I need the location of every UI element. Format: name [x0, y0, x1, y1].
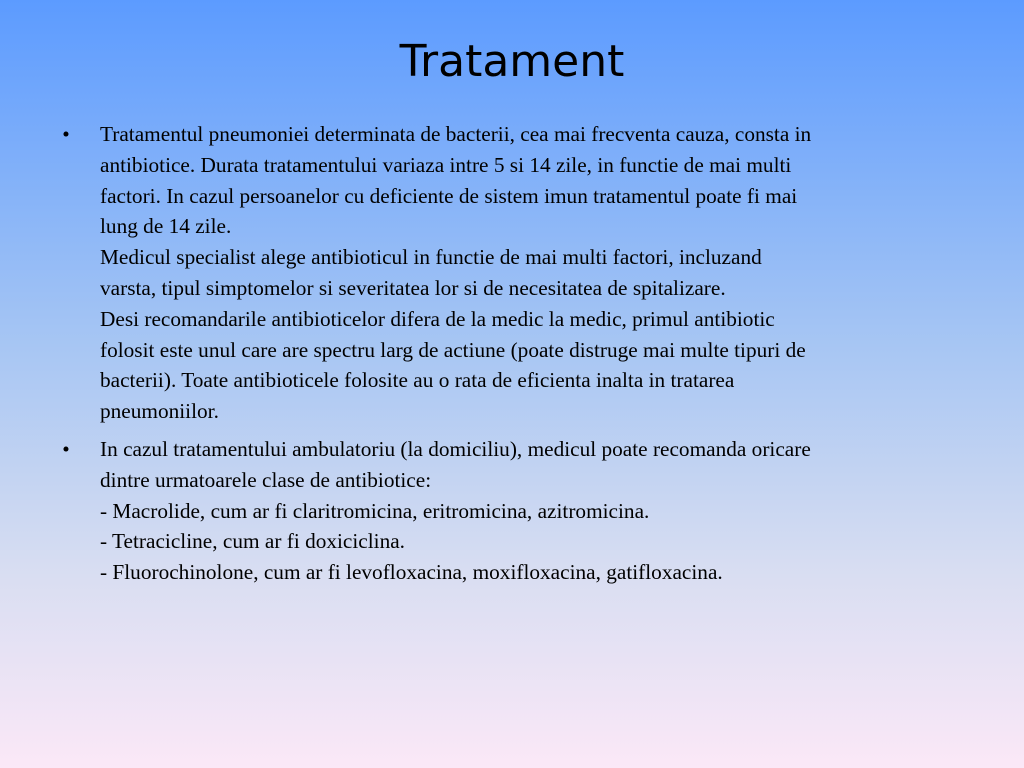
bullet-text-line: Medicul specialist alege antibioticul in functie de mai multi factori, incluzand	[100, 245, 762, 270]
antibiotic-class-item: - Macrolide, cum ar fi claritromicina, eritromicina, azitromicina.	[100, 498, 650, 523]
antibiotic-class-item: - Fluorochinolone, cum ar fi levofloxacina, moxifloxacina, gatifloxacina.	[100, 560, 723, 585]
bullet-text-line: pneumoniilor.	[100, 399, 219, 424]
bullet-text-line: bacterii). Toate antibioticele folosite au o rata de eficienta inalta in tratarea	[100, 368, 735, 393]
bullet-text-line: antibiotice. Durata tratamentului variaza intre 5 si 14 zile, in functie de mai multi	[100, 152, 792, 177]
bullet-text-line: Desi recomandarile antibioticelor difera de la medic la medic, primul antibiotic	[100, 306, 775, 331]
bullet-text-line: folosit este unul care are spectru larg de actiune (poate distruge mai multe tipuri de	[100, 337, 806, 362]
bullet-text-line: varsta, tipul simptomelor si severitatea lor si de necesitatea de spitalizare.	[100, 275, 726, 300]
bullet-text-line: dintre urmatoarele clase de antibiotice:	[100, 467, 432, 492]
bullet-text-line: lung de 14 zile.	[100, 214, 232, 239]
antibiotic-class-item: - Tetracicline, cum ar fi doxiciclina.	[100, 529, 406, 554]
bullet-item-ambulatory	[56, 434, 976, 588]
bullet-text-line: factori. In cazul persoanelor cu deficiente de sistem imun tratamentul poate fi mai	[100, 183, 798, 208]
bullet-text-line: Tratamentul pneumoniei determinata de bacterii, cea mai frecventa cauza, consta in	[100, 122, 812, 146]
bullet-text-line: In cazul tratamentului ambulatoriu (la domiciliu), medicul poate recomanda oricare	[100, 436, 811, 461]
bullet-item-treatment	[56, 119, 976, 427]
bullet-icon: •	[62, 122, 70, 146]
slide-body	[56, 119, 976, 595]
slide-title: Tratament	[399, 36, 625, 87]
bullet-icon: •	[62, 436, 70, 461]
